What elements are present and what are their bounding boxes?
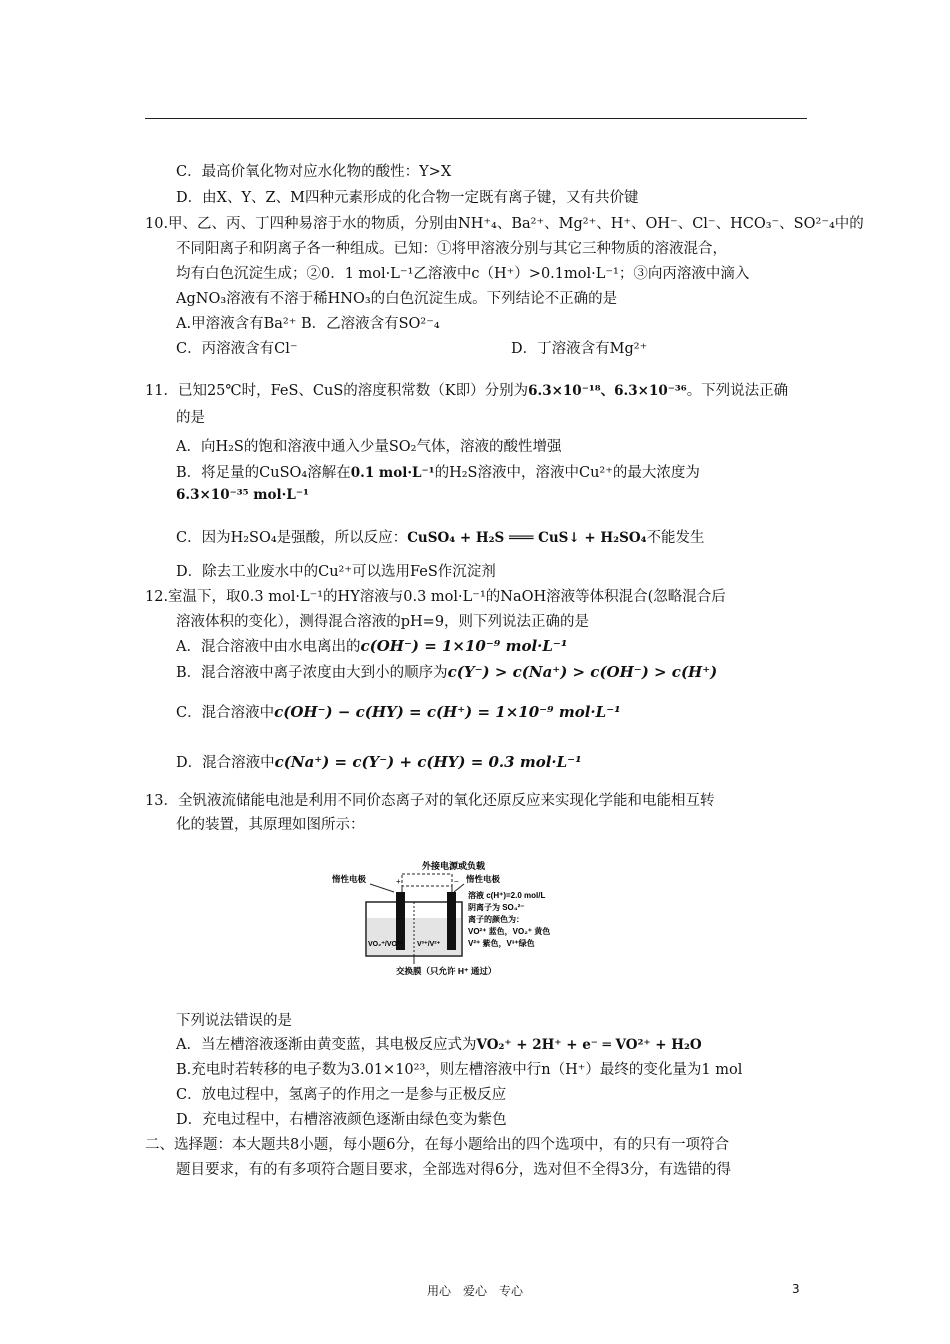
q11-c-text2: 不能发生 — [646, 530, 705, 546]
q13-a-formula: VO₂⁺ + 2H⁺ + e⁻ ═ VO²⁺ + H₂O — [476, 1037, 702, 1053]
fig-info-line1: 溶液 c(H⁺)=2.0 mol/L — [468, 891, 546, 900]
q13-a-text: A．当左槽溶液逐渐由黄变蓝，其电极反应式为 — [176, 1037, 477, 1053]
fig-external-circuit — [402, 874, 452, 886]
q10-options-ab: A.甲溶液含有Ba²⁺ B．乙溶液含有SO²⁻₄ — [176, 316, 440, 332]
q11-b-formula: 0.1 mol·L⁻¹ — [350, 465, 435, 481]
q11-stem-text2: 。下列说法正确 — [686, 383, 789, 399]
q13-option-c: C．放电过程中，氢离子的作用之一是参与正极反应 — [176, 1087, 507, 1103]
q12-option-b — [176, 662, 717, 683]
q12-b-formula: c(Y⁻) > c(Na⁺) > c(OH⁻) > c(H⁺) — [447, 663, 718, 681]
q12-d-text: D．混合溶液中 — [176, 755, 275, 771]
q12-option-d — [176, 752, 582, 773]
q13-stem-line1: 13．全钒液流储能电池是利用不同价态离子对的氧化还原反应来实现化学能和电能相互转 — [145, 793, 715, 809]
fig-left-electrode-label: 惰性电极 — [332, 874, 367, 884]
section2-line2: 题目要求，有的有多项符合题目要求，全部选对得6分，选对但不全得3分，有选错的得 — [176, 1162, 731, 1178]
q12-b-text: B．混合溶液中离子浓度由大到小的顺序为 — [176, 665, 448, 681]
q11-b-text2: 的H₂S溶液中，溶液中Cu²⁺的最大浓度为 — [434, 465, 700, 481]
q10-stem-line1: 10.甲、乙、丙、丁四种易溶于水的物质，分别由NH⁺₄、Ba²⁺、Mg²⁺、H⁺、OH⁻、Cl⁻、HCO₃⁻、SO²⁻₄中的 — [145, 216, 864, 232]
q11-stem-line2: 的是 — [176, 410, 205, 426]
q12-stem-line1: 12.室温下，取0.3 mol·L⁻¹的HY溶液与0.3 mol·L⁻¹的NaOH溶液等体积混合(忽略混合后 — [145, 589, 726, 605]
q11-option-a: A．向H₂S的饱和溶液中通入少量SO₂气体，溶液的酸性增强 — [176, 439, 562, 455]
q12-c-formula: c(OH⁻) − c(HY) = c(H⁺) = 1×10⁻⁹ mol·L⁻¹ — [274, 703, 621, 721]
fig-right-electrode-label: 惰性电极 — [466, 874, 501, 884]
fig-right-electrode — [447, 892, 456, 950]
fig-info-line5: V²⁺ 紫色，V³⁺绿色 — [468, 939, 535, 948]
q10-stem-line2: 不同阳离子和阴离子各一种组成。已知：①将甲溶液分别与其它三种物质的溶液混合， — [176, 241, 727, 257]
q12-option-c — [176, 702, 621, 723]
q11-c-text: C．因为H₂SO₄是强酸，所以反应： — [176, 530, 408, 546]
q11-ksp-formula: 6.3×10⁻¹⁸、6.3×10⁻³⁶ — [528, 383, 687, 399]
q10-option-c: C．丙溶液含有Cl⁻ — [176, 341, 298, 357]
q11-stem-text: 11．已知25℃时，FeS、CuS的溶度积常数（K即）分别为 — [145, 383, 529, 399]
page-footer: 用心 爱心 专心 — [426, 1284, 523, 1298]
q11-b-answer-formula: 6.3×10⁻³⁵ mol·L⁻¹ — [176, 487, 309, 503]
q12-d-formula: c(Na⁺) = c(Y⁻) + c(HY) = 0.3 mol·L⁻¹ — [274, 753, 582, 771]
q13-stem-line2: 化的装置，其原理如图所示： — [176, 817, 365, 833]
q9-option-c: C．最高价氧化物对应水化物的酸性：Y>X — [176, 164, 452, 180]
q11-option-c — [176, 528, 705, 548]
fig-left-ions: VO₂⁺/VO²⁺ — [368, 941, 404, 948]
fig-plus-sign: + — [396, 877, 401, 886]
fig-right-ions: V³⁺/V²⁺ — [417, 941, 441, 948]
q13-option-d: D．充电过程中，右槽溶液颜色逐渐由绿色变为紫色 — [176, 1112, 507, 1128]
q13-option-b: B.充电时若转移的电子数为3.01×10²³，则左槽溶液中行n（H⁺）最终的变化量为1 mol — [176, 1062, 743, 1078]
vanadium-battery-diagram — [330, 860, 592, 978]
page-number: 3 — [792, 1282, 800, 1296]
q10-option-d: D．丁溶液含有Mg²⁺ — [511, 341, 648, 357]
q11-stem-line1 — [145, 381, 788, 401]
q12-a-formula: c(OH⁻) = 1×10⁻⁹ mol·L⁻¹ — [360, 637, 568, 655]
q10-stem-line4: AgNO₃溶液有不溶于稀HNO₃的白色沉淀生成。下列结论不正确的是 — [176, 291, 618, 307]
fig-info-line3: 离子的颜色为： — [468, 915, 524, 924]
q12-a-text: A．混合溶液中由水电离出的 — [176, 639, 361, 655]
q10-stem-line3: 均有白色沉淀生成；②0．1 mol·L⁻¹乙溶液中c（H⁺）>0.1mol·L⁻¹；③向丙溶液中滴入 — [176, 266, 750, 282]
q13-option-a — [176, 1035, 702, 1055]
fig-top-label: 外接电源或负载 — [422, 861, 486, 871]
section2-line1: 二、选择题：本大题共8小题，每小题6分，在每小题给出的四个选项中，有的只有一项符合 — [145, 1137, 729, 1153]
fig-info-line4: VO²⁺ 蓝色，VO₂⁺ 黄色 — [468, 927, 551, 936]
q11-option-b — [176, 463, 700, 483]
fig-membrane-label: 交换膜（只允许 H⁺ 通过） — [396, 966, 497, 976]
fig-info-line2: 阴离子为 SO₄²⁻ — [468, 903, 525, 912]
q12-option-a — [176, 636, 567, 657]
q12-c-text: C．混合溶液中 — [176, 705, 275, 721]
q13-question: 下列说法错误的是 — [176, 1013, 292, 1029]
q11-c-formula: CuSO₄ + H₂S ═══ CuS↓ + H₂SO₄ — [407, 530, 647, 546]
q11-option-d: D．除去工业废水中的Cu²⁺可以选用FeS作沉淀剂 — [176, 564, 496, 580]
q12-stem-line2: 溶液体积的变化），测得混合溶液的pH=9，则下列说法正确的是 — [176, 614, 590, 630]
header-rule — [145, 118, 807, 119]
fig-minus-sign: − — [454, 877, 459, 886]
q11-b-text: B．将足量的CuSO₄溶解在 — [176, 465, 351, 481]
q9-option-d: D．由X、Y、Z、M四种元素形成的化合物一定既有离子键，又有共价键 — [176, 190, 639, 206]
